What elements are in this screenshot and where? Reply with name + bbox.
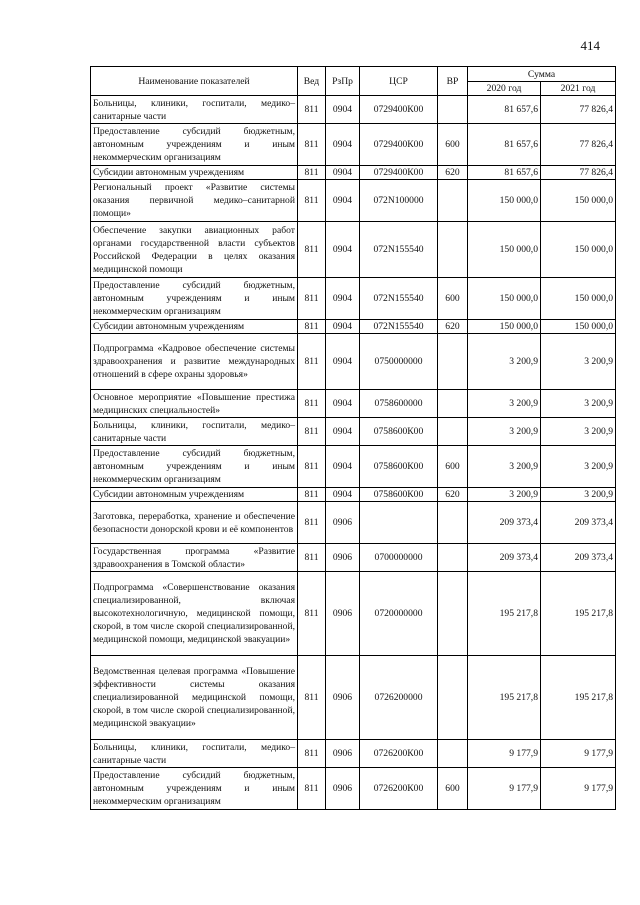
table-row (91, 166, 616, 180)
row-ved: 811 (298, 278, 326, 320)
row-sum-2020: 3 200,9 (468, 418, 541, 446)
row-name: Предоставление субсидий бюджетным, автономным учреждениям и иным некоммерческим организациям (91, 278, 298, 320)
row-rzpr: 0904 (326, 222, 360, 278)
row-vr: 620 (438, 166, 468, 180)
row-csr: 0758600К00 (360, 488, 438, 502)
row-sum-2021: 195 217,8 (541, 656, 616, 740)
row-ved: 811 (298, 320, 326, 334)
table-row (91, 96, 616, 124)
row-ved: 811 (298, 96, 326, 124)
budget-table (90, 66, 616, 810)
table-row (91, 544, 616, 572)
row-vr: 600 (438, 278, 468, 320)
row-sum-2021: 150 000,0 (541, 180, 616, 222)
row-rzpr: 0904 (326, 418, 360, 446)
row-rzpr: 0904 (326, 166, 360, 180)
row-rzpr: 0904 (326, 96, 360, 124)
row-sum-2020: 81 657,6 (468, 166, 541, 180)
row-name: Предоставление субсидий бюджетным, автономным учреждениям и иным некоммерческим организациям (91, 446, 298, 488)
row-rzpr: 0906 (326, 502, 360, 544)
row-vr (438, 334, 468, 390)
row-ved: 811 (298, 124, 326, 166)
header-ved: Вед (298, 67, 326, 96)
row-name: Больницы, клиники, госпитали, медико–санитарные части (91, 740, 298, 768)
row-name: Субсидии автономным учреждениям (91, 320, 298, 334)
row-rzpr: 0906 (326, 740, 360, 768)
row-rzpr: 0906 (326, 656, 360, 740)
table-row (91, 222, 616, 278)
row-csr: 072N155540 (360, 222, 438, 278)
row-sum-2021: 9 177,9 (541, 740, 616, 768)
row-vr: 600 (438, 124, 468, 166)
row-csr: 072N155540 (360, 320, 438, 334)
row-sum-2021: 77 826,4 (541, 166, 616, 180)
row-csr: 072N100000 (360, 180, 438, 222)
row-rzpr: 0904 (326, 334, 360, 390)
row-vr (438, 656, 468, 740)
row-ved: 811 (298, 740, 326, 768)
table-row (91, 334, 616, 390)
table-row (91, 768, 616, 810)
row-rzpr: 0904 (326, 124, 360, 166)
row-sum-2021: 3 200,9 (541, 446, 616, 488)
row-vr (438, 572, 468, 656)
row-sum-2021: 3 200,9 (541, 488, 616, 502)
row-ved: 811 (298, 572, 326, 656)
row-sum-2020: 150 000,0 (468, 278, 541, 320)
row-ved: 811 (298, 656, 326, 740)
row-ved: 811 (298, 502, 326, 544)
row-sum-2021: 150 000,0 (541, 320, 616, 334)
table-row (91, 740, 616, 768)
table-row (91, 572, 616, 656)
row-vr (438, 96, 468, 124)
row-sum-2021: 150 000,0 (541, 278, 616, 320)
table-row (91, 278, 616, 320)
row-name: Больницы, клиники, госпитали, медико–санитарные части (91, 96, 298, 124)
row-sum-2020: 3 200,9 (468, 334, 541, 390)
row-ved: 811 (298, 222, 326, 278)
row-rzpr: 0906 (326, 544, 360, 572)
row-sum-2020: 195 217,8 (468, 656, 541, 740)
row-vr: 620 (438, 320, 468, 334)
table-row (91, 418, 616, 446)
row-csr: 0729400К00 (360, 166, 438, 180)
row-sum-2020: 150 000,0 (468, 320, 541, 334)
row-sum-2021: 3 200,9 (541, 390, 616, 418)
header-2021: 2021 год (541, 82, 616, 96)
row-csr: 0726200000 (360, 656, 438, 740)
table-row (91, 446, 616, 488)
row-ved: 811 (298, 166, 326, 180)
row-ved: 811 (298, 390, 326, 418)
row-sum-2020: 81 657,6 (468, 124, 541, 166)
row-csr: 0729400К00 (360, 96, 438, 124)
row-name: Государственная программа «Развитие здравоохранения в Томской области» (91, 544, 298, 572)
header-name: Наименование показателей (91, 67, 298, 96)
row-name: Субсидии автономным учреждениям (91, 166, 298, 180)
row-sum-2021: 209 373,4 (541, 544, 616, 572)
row-rzpr: 0906 (326, 572, 360, 656)
row-csr (360, 502, 438, 544)
row-name: Подпрограмма «Совершенствование оказания специализированной, включая высокотехнологичную, медицинской помощи, скорой, в том числе скорой специализированной, медицинской помощи, медицинской эвакуации» (91, 572, 298, 656)
row-rzpr: 0904 (326, 488, 360, 502)
row-rzpr: 0904 (326, 278, 360, 320)
row-csr: 0729400К00 (360, 124, 438, 166)
header-2020: 2020 год (468, 82, 541, 96)
row-name: Основное мероприятие «Повышение престижа медицинских специальностей» (91, 390, 298, 418)
header-sum: Сумма (468, 67, 616, 82)
row-sum-2020: 209 373,4 (468, 502, 541, 544)
row-sum-2021: 195 217,8 (541, 572, 616, 656)
row-csr: 0758600000 (360, 390, 438, 418)
row-ved: 811 (298, 334, 326, 390)
table-row (91, 320, 616, 334)
row-csr: 0758600К00 (360, 418, 438, 446)
row-sum-2021: 77 826,4 (541, 124, 616, 166)
row-name: Обеспечение закупки авиационных работ органами государственной власти субъектов Российской Федерации в целях оказания медицинской помощи (91, 222, 298, 278)
row-vr: 620 (438, 488, 468, 502)
row-name: Больницы, клиники, госпитали, медико–санитарные части (91, 418, 298, 446)
row-rzpr: 0904 (326, 390, 360, 418)
row-ved: 811 (298, 768, 326, 810)
row-sum-2021: 77 826,4 (541, 96, 616, 124)
row-sum-2020: 9 177,9 (468, 740, 541, 768)
row-sum-2021: 209 373,4 (541, 502, 616, 544)
row-vr (438, 390, 468, 418)
row-csr: 0750000000 (360, 334, 438, 390)
row-sum-2020: 150 000,0 (468, 180, 541, 222)
row-csr: 0700000000 (360, 544, 438, 572)
row-vr (438, 502, 468, 544)
row-ved: 811 (298, 418, 326, 446)
row-sum-2021: 150 000,0 (541, 222, 616, 278)
row-name: Субсидии автономным учреждениям (91, 488, 298, 502)
row-name: Ведомственная целевая программа «Повышение эффективности системы оказания специализированной медицинской помощи, скорой, в том числе скорой специализированной, медицинской эвакуации» (91, 656, 298, 740)
row-ved: 811 (298, 446, 326, 488)
row-name: Подпрограмма «Кадровое обеспечение системы здравоохранения и развитие международных отношений в сфере охраны здоровья» (91, 334, 298, 390)
table-row (91, 488, 616, 502)
row-name: Заготовка, переработка, хранение и обеспечение безопасности донорской крови и её компонентов (91, 502, 298, 544)
row-ved: 811 (298, 488, 326, 502)
row-sum-2021: 9 177,9 (541, 768, 616, 810)
row-sum-2020: 3 200,9 (468, 488, 541, 502)
row-rzpr: 0904 (326, 320, 360, 334)
row-vr: 600 (438, 446, 468, 488)
row-sum-2020: 81 657,6 (468, 96, 541, 124)
row-csr: 072N155540 (360, 278, 438, 320)
row-rzpr: 0904 (326, 180, 360, 222)
table-row (91, 180, 616, 222)
row-csr: 0726200К00 (360, 740, 438, 768)
row-sum-2020: 150 000,0 (468, 222, 541, 278)
row-csr: 0720000000 (360, 572, 438, 656)
row-rzpr: 0904 (326, 446, 360, 488)
row-name: Предоставление субсидий бюджетным, автономным учреждениям и иным некоммерческим организациям (91, 124, 298, 166)
row-vr (438, 418, 468, 446)
header-csr: ЦСР (360, 67, 438, 96)
page-number: 414 (580, 38, 600, 53)
table-row (91, 656, 616, 740)
row-rzpr: 0906 (326, 768, 360, 810)
row-name: Предоставление субсидий бюджетным, автономным учреждениям и иным некоммерческим организациям (91, 768, 298, 810)
row-name: Региональный проект «Развитие системы оказания первичной медико–санитарной помощи» (91, 180, 298, 222)
row-vr (438, 544, 468, 572)
row-vr (438, 180, 468, 222)
header-rzpr: РзПр (326, 67, 360, 96)
table-row (91, 502, 616, 544)
row-csr: 0726200К00 (360, 768, 438, 810)
table-row (91, 124, 616, 166)
row-sum-2021: 3 200,9 (541, 334, 616, 390)
row-sum-2021: 3 200,9 (541, 418, 616, 446)
row-sum-2020: 3 200,9 (468, 390, 541, 418)
row-sum-2020: 195 217,8 (468, 572, 541, 656)
row-sum-2020: 9 177,9 (468, 768, 541, 810)
row-vr (438, 740, 468, 768)
row-vr (438, 222, 468, 278)
row-vr: 600 (438, 768, 468, 810)
row-sum-2020: 3 200,9 (468, 446, 541, 488)
header-vr: ВР (438, 67, 468, 96)
row-sum-2020: 209 373,4 (468, 544, 541, 572)
row-csr: 0758600К00 (360, 446, 438, 488)
table-row (91, 390, 616, 418)
row-ved: 811 (298, 544, 326, 572)
row-ved: 811 (298, 180, 326, 222)
